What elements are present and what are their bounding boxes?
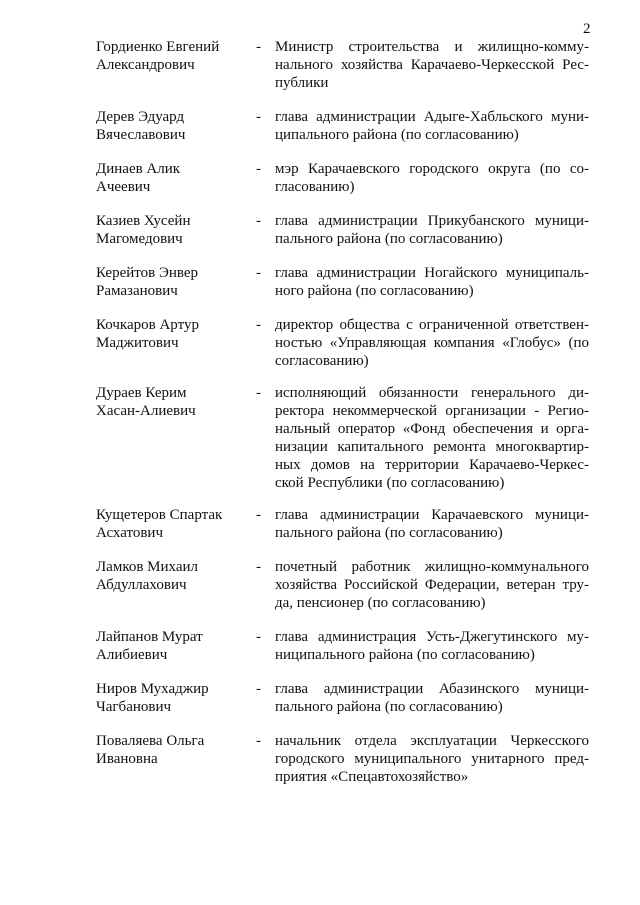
description-line: согласованию): [275, 353, 369, 369]
member-name-line: Вячеславович: [96, 127, 186, 143]
member-name-line: Поваляева Ольга: [96, 733, 205, 749]
description-line: приятия «Спецавтохозяйство»: [275, 769, 469, 785]
description-line: нальный оператор «Фонд обеспечения и орга-: [275, 421, 589, 437]
description-line: директор общества с ограниченной ответствен-: [275, 317, 589, 333]
description-line: публики: [275, 75, 329, 91]
dash-separator: -: [256, 161, 261, 177]
description-line: начальник отдела эксплуатации Черкесского: [275, 733, 589, 749]
description-line: ректора некоммерческой организации - Регио-: [275, 403, 589, 419]
dash-separator: -: [256, 39, 261, 55]
member-description: [275, 160, 589, 196]
description-line: пального района (по согласованию): [275, 525, 503, 541]
member-name-line: Ачеевич: [96, 179, 151, 195]
member-name-line: Хасан-Алиевич: [96, 403, 196, 419]
member-name-line: Керейтов Энвер: [96, 265, 199, 281]
member-name: [96, 212, 246, 248]
description-line: городского муниципального унитарного пред-: [275, 751, 589, 767]
member-name-line: Кочкаров Артур: [96, 317, 199, 333]
description-line: глава администрации Прикубанского муници-: [275, 213, 589, 229]
description-line: ного района (по согласованию): [275, 283, 474, 299]
member-description: [275, 38, 589, 92]
description-line: глава администрация Усть-Джегутинского му-: [275, 629, 589, 645]
member-description: [275, 316, 589, 370]
member-name-line: Рамазанович: [96, 283, 178, 299]
member-description: [275, 212, 589, 248]
dash-separator: -: [256, 629, 261, 645]
member-name: [96, 264, 246, 300]
member-name-line: Александрович: [96, 57, 195, 73]
description-line: ниципального района (по согласованию): [275, 647, 535, 663]
member-description: [275, 680, 589, 716]
member-description: [275, 732, 589, 786]
member-name: [96, 160, 246, 196]
member-name-line: Асхатович: [96, 525, 164, 541]
description-line: Министр строительства и жилищно-комму-: [275, 39, 589, 55]
description-line: глава администрации Ногайского муниципаль-: [275, 265, 589, 281]
description-line: ской Республики (по согласованию): [275, 475, 505, 491]
description-line: нального хозяйства Карачаево-Черкесской Рес-: [275, 57, 589, 73]
member-name-line: Маджитович: [96, 335, 179, 351]
member-description: [275, 108, 589, 144]
description-line: хозяйства Российской Федерации, ветеран тру-: [275, 577, 589, 593]
member-name: [96, 558, 246, 594]
description-line: гласованию): [275, 179, 355, 195]
member-name: [96, 38, 246, 74]
member-name: [96, 506, 246, 542]
description-line: глава администрации Карачаевского муници-: [275, 507, 589, 523]
member-name: [96, 628, 246, 664]
description-line: ностью «Управляющая компания «Глобус» (по: [275, 335, 589, 351]
member-name-line: Гордиенко Евгений: [96, 39, 220, 55]
member-name-line: Магомедович: [96, 231, 183, 247]
member-name-line: Дерев Эдуард: [96, 109, 185, 125]
page-number: 2: [583, 21, 591, 37]
member-description: [275, 628, 589, 664]
member-name-line: Ламков Михаил: [96, 559, 199, 575]
description-line: пального района (по согласованию): [275, 231, 503, 247]
member-name: [96, 384, 246, 420]
member-name-line: Алибиевич: [96, 647, 168, 663]
dash-separator: -: [256, 733, 261, 749]
member-name-line: Ивановна: [96, 751, 158, 767]
dash-separator: -: [256, 213, 261, 229]
description-line: ных домов на территории Карачаево-Черкес-: [275, 457, 589, 473]
description-line: пального района (по согласованию): [275, 699, 503, 715]
dash-separator: -: [256, 559, 261, 575]
member-name: [96, 316, 246, 352]
member-name: [96, 680, 246, 716]
member-name-line: Лайпанов Мурат: [96, 629, 203, 645]
description-line: исполняющий обязанности генерального ди-: [275, 385, 589, 401]
description-line: низации капитального ремонта многоквартир-: [275, 439, 589, 455]
dash-separator: -: [256, 681, 261, 697]
member-name: [96, 108, 246, 144]
member-name: [96, 732, 246, 768]
description-line: ципального района (по согласованию): [275, 127, 519, 143]
dash-separator: -: [256, 109, 261, 125]
member-description: [275, 264, 589, 300]
description-line: глава администрации Адыге-Хабльского муни-: [275, 109, 589, 125]
description-line: глава администрации Абазинского муници-: [275, 681, 589, 697]
member-name-line: Ниров Мухаджир: [96, 681, 209, 697]
member-name-line: Чагбанович: [96, 699, 172, 715]
member-name-line: Дураев Керим: [96, 385, 187, 401]
member-name-line: Казиев Хусейн: [96, 213, 191, 229]
member-description: [275, 558, 589, 612]
member-description: [275, 384, 589, 492]
dash-separator: -: [256, 507, 261, 523]
description-line: мэр Карачаевского городского округа (по со-: [275, 161, 589, 177]
member-name-line: Динаев Алик: [96, 161, 181, 177]
description-line: почетный работник жилищно-коммунального: [275, 559, 589, 575]
dash-separator: -: [256, 317, 261, 333]
dash-separator: -: [256, 265, 261, 281]
member-name-line: Кущетеров Спартак: [96, 507, 223, 523]
dash-separator: -: [256, 385, 261, 401]
member-name-line: Абдуллахович: [96, 577, 187, 593]
member-description: [275, 506, 589, 542]
description-line: да, пенсионер (по согласованию): [275, 595, 486, 611]
